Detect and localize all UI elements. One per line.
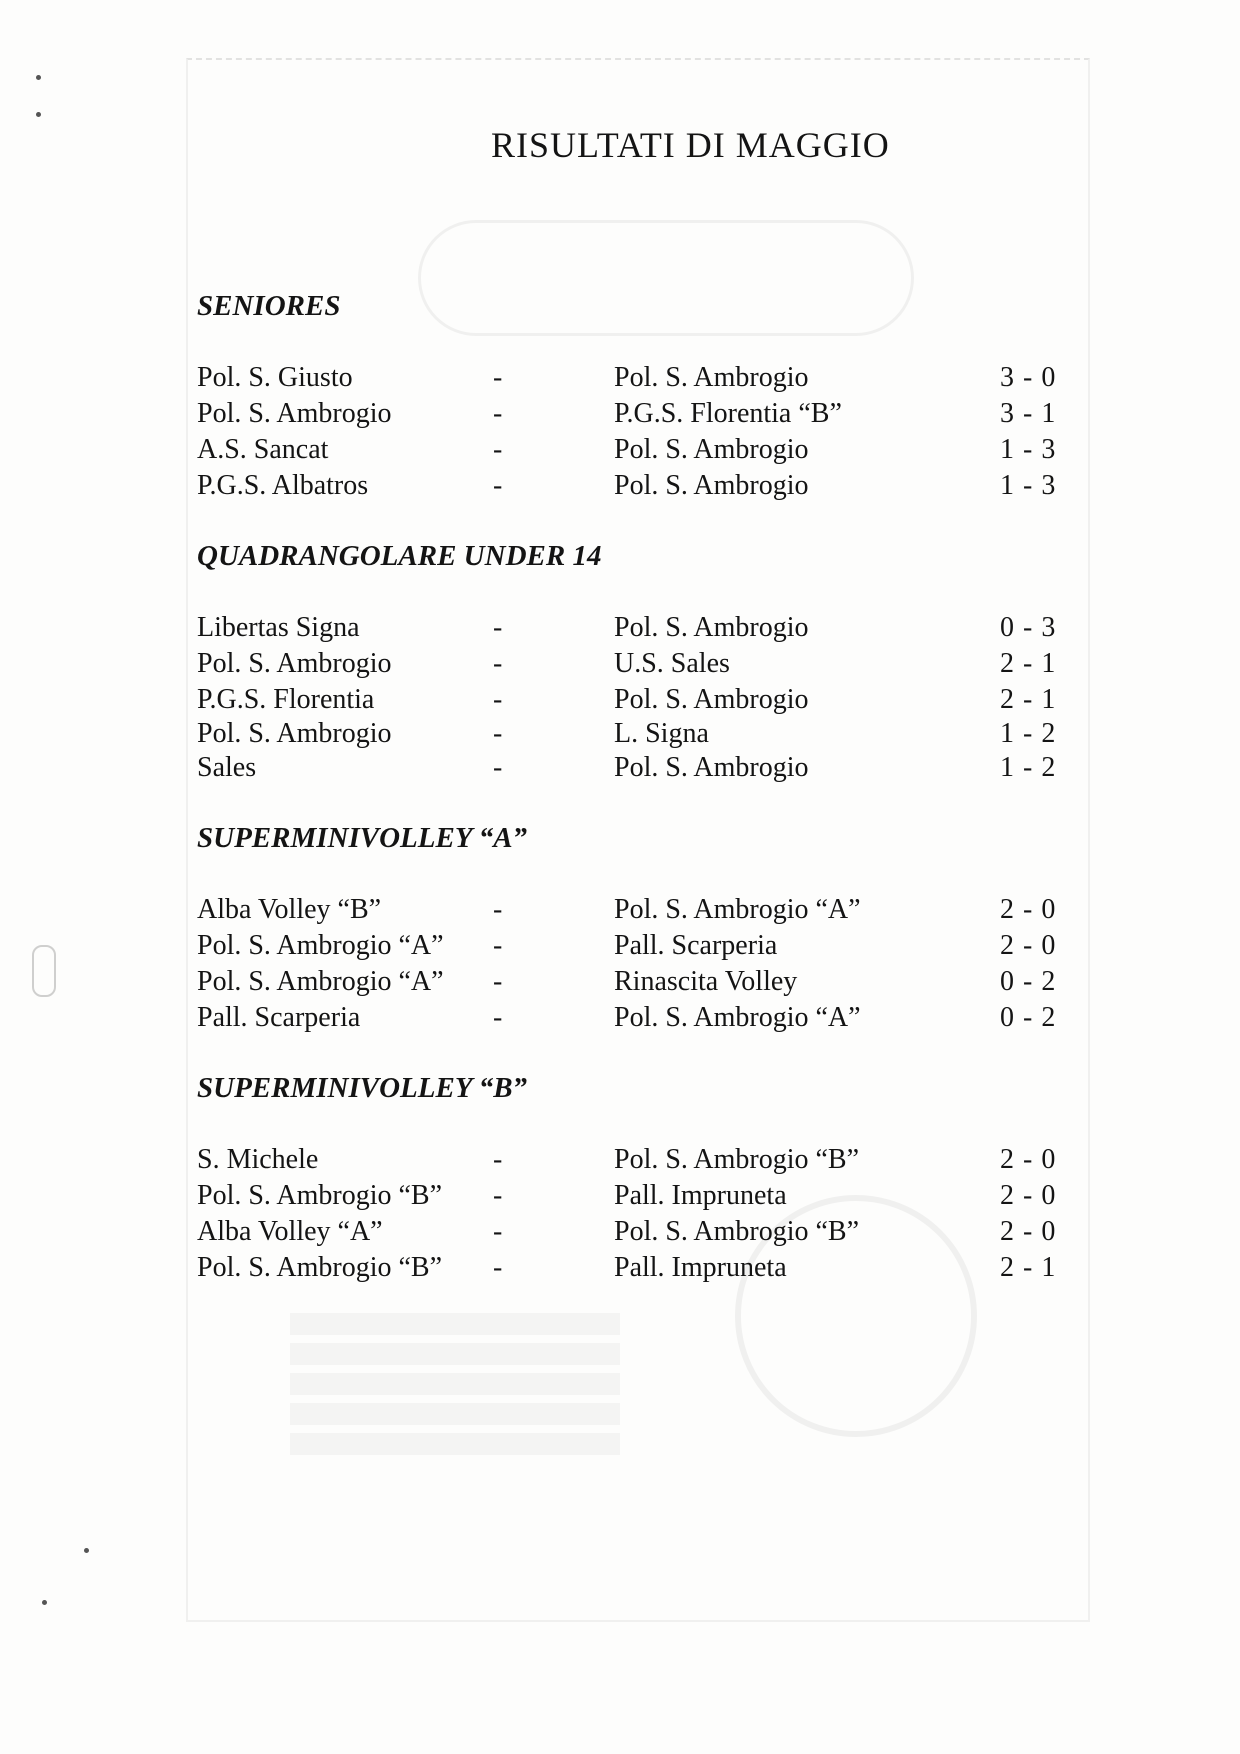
score: 2 - 0	[1000, 1144, 1057, 1175]
score: 1 - 3	[1000, 434, 1057, 465]
home-team: P.G.S. Albatros	[197, 470, 369, 501]
away-team: Pall. Impruneta	[614, 1252, 787, 1283]
separator: -	[493, 398, 503, 429]
separator: -	[493, 1252, 503, 1283]
away-team: U.S. Sales	[614, 648, 730, 679]
result-row	[0, 396, 1240, 432]
away-team: Pol. S. Ambrogio	[614, 752, 809, 783]
result-row	[0, 610, 1240, 646]
bleed-through-oval	[418, 220, 914, 336]
result-row	[0, 750, 1240, 786]
home-team: Pol. S. Ambrogio “B”	[197, 1180, 443, 1211]
home-team: Pol. S. Ambrogio “A”	[197, 966, 444, 997]
home-team: Pol. S. Ambrogio “A”	[197, 930, 444, 961]
home-team: Pol. S. Giusto	[197, 362, 353, 393]
separator: -	[493, 362, 503, 393]
score: 2 - 1	[1000, 1252, 1057, 1283]
score: 2 - 1	[1000, 684, 1057, 715]
score: 3 - 1	[1000, 398, 1057, 429]
result-row	[0, 432, 1240, 468]
separator: -	[493, 648, 503, 679]
separator: -	[493, 684, 503, 715]
separator: -	[493, 930, 503, 961]
result-row	[0, 1214, 1240, 1250]
score: 2 - 0	[1000, 930, 1057, 961]
home-team: Pol. S. Ambrogio	[197, 648, 392, 679]
separator: -	[493, 470, 503, 501]
away-team: P.G.S. Florentia “B”	[614, 398, 842, 429]
result-row	[0, 928, 1240, 964]
separator: -	[493, 1002, 503, 1033]
result-row	[0, 468, 1240, 504]
away-team: Pol. S. Ambrogio “A”	[614, 894, 861, 925]
section-heading-superminivolley-a: SUPERMINIVOLLEY “A”	[197, 822, 528, 854]
section-heading-superminivolley-b: SUPERMINIVOLLEY “B”	[197, 1072, 528, 1104]
score: 2 - 0	[1000, 1216, 1057, 1247]
result-row	[0, 1250, 1240, 1286]
away-team: Pol. S. Ambrogio	[614, 684, 809, 715]
score: 1 - 3	[1000, 470, 1057, 501]
away-team: Rinascita Volley	[614, 966, 798, 997]
score: 0 - 2	[1000, 1002, 1057, 1033]
away-team: L. Signa	[614, 718, 709, 749]
score: 3 - 0	[1000, 362, 1057, 393]
result-row	[0, 892, 1240, 928]
separator: -	[493, 1144, 503, 1175]
away-team: Pol. S. Ambrogio	[614, 362, 809, 393]
home-team: Pol. S. Ambrogio	[197, 718, 392, 749]
result-row	[0, 646, 1240, 682]
away-team: Pall. Impruneta	[614, 1180, 787, 1211]
section-heading-under-14: QUADRANGOLARE UNDER 14	[197, 540, 602, 572]
home-team: Libertas Signa	[197, 612, 360, 643]
away-team: Pol. S. Ambrogio “B”	[614, 1144, 860, 1175]
away-team: Pol. S. Ambrogio	[614, 612, 809, 643]
away-team: Pall. Scarperia	[614, 930, 778, 961]
bleed-through-text-block	[290, 1305, 620, 1455]
away-team: Pol. S. Ambrogio “B”	[614, 1216, 860, 1247]
page-title: RISULTATI DI MAGGIO	[491, 125, 890, 165]
score: 1 - 2	[1000, 718, 1057, 749]
home-team: Pall. Scarperia	[197, 1002, 361, 1033]
home-team: Sales	[197, 752, 257, 783]
score: 0 - 2	[1000, 966, 1057, 997]
separator: -	[493, 612, 503, 643]
away-team: Pol. S. Ambrogio “A”	[614, 1002, 861, 1033]
result-row	[0, 360, 1240, 396]
result-row	[0, 964, 1240, 1000]
separator: -	[493, 434, 503, 465]
result-row	[0, 1000, 1240, 1036]
home-team: Alba Volley “B”	[197, 894, 382, 925]
punch-dot	[36, 112, 41, 117]
home-team: Alba Volley “A”	[197, 1216, 383, 1247]
section-heading-seniores: SENIORES	[197, 290, 341, 322]
score: 2 - 1	[1000, 648, 1057, 679]
separator: -	[493, 966, 503, 997]
away-team: Pol. S. Ambrogio	[614, 470, 809, 501]
score: 2 - 0	[1000, 894, 1057, 925]
home-team: S. Michele	[197, 1144, 319, 1175]
score: 2 - 0	[1000, 1180, 1057, 1211]
home-team: P.G.S. Florentia	[197, 684, 375, 715]
separator: -	[493, 1180, 503, 1211]
result-row	[0, 716, 1240, 752]
home-team: Pol. S. Ambrogio “B”	[197, 1252, 443, 1283]
result-row	[0, 682, 1240, 718]
separator: -	[493, 894, 503, 925]
separator: -	[493, 718, 503, 749]
home-team: A.S. Sancat	[197, 434, 329, 465]
score: 1 - 2	[1000, 752, 1057, 783]
score: 0 - 3	[1000, 612, 1057, 643]
away-team: Pol. S. Ambrogio	[614, 434, 809, 465]
result-row	[0, 1178, 1240, 1214]
home-team: Pol. S. Ambrogio	[197, 398, 392, 429]
separator: -	[493, 1216, 503, 1247]
punch-dot	[42, 1600, 47, 1605]
punch-dot	[84, 1548, 89, 1553]
result-row	[0, 1142, 1240, 1178]
punch-dot	[36, 75, 41, 80]
separator: -	[493, 752, 503, 783]
